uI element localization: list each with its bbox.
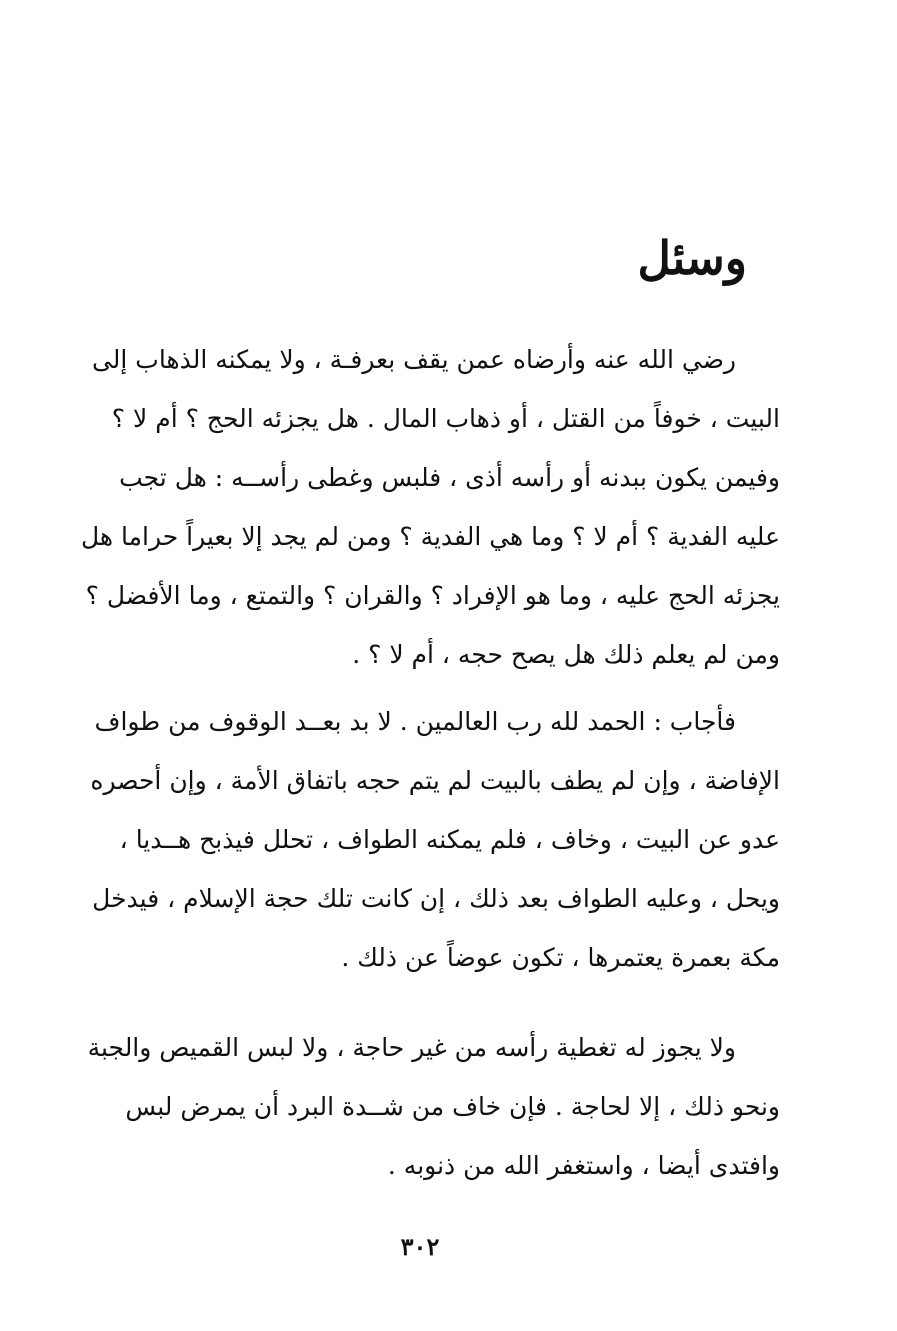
text-line: ولا يجوز له تغطية رأسه من غير حاجة ، ولا لبس القميص والجبة [87,1033,736,1062]
text-line: ونحو ذلك ، إلا لحاجة . فإن خاف من شــدة البرد أن يمرض لبس [125,1092,780,1121]
page-number-text: ٣٠٢ [400,1232,440,1261]
text-line: فأجاب : الحمد لله رب العالمين . لا بد بعــد الوقوف من طواف [94,707,736,736]
text-line: وفيمن يكون ببدنه أو رأسه أذى ، فلبس وغطى رأســه : هل تجب [119,463,780,492]
answer-paragraph [62,692,780,987]
text-line: الإفاضة ، وإن لم يطف بالبيت لم يتم حجه باتفاق الأمة ، وإن أحصره [90,766,780,795]
page-number [0,1232,840,1261]
question-paragraph [62,330,780,684]
text-line: يجزئه الحج عليه ، وما هو الإفراد ؟ والقران ؟ والتمتع ، وما الأفضل ؟ [85,581,780,610]
text-line: عدو عن البيت ، وخاف ، فلم يمكنه الطواف ، تحلل فيذبح هــديا ، [119,825,780,854]
text-line: ومن لم يعلم ذلك هل يصح حجه ، أم لا ؟ . [352,640,780,669]
text-line: البيت ، خوفاً من القتل ، أو ذهاب المال . هل يجزئه الحج ؟ أم لا ؟ [111,404,780,433]
text-line: وافتدى أيضا ، واستغفر الله من ذنوبه . [387,1151,780,1180]
text-line: ويحل ، وعليه الطواف بعد ذلك ، إن كانت تلك حجة الإسلام ، فيدخل [92,884,780,913]
section-heading: وسئل [637,231,747,285]
text-line: مكة بعمرة يعتمرها ، تكون عوضاً عن ذلك . [341,943,780,972]
ruling-paragraph [62,1018,780,1195]
text-line: عليه الفدية ؟ أم لا ؟ وما هي الفدية ؟ ومن لم يجد إلا بعيراً حراما هل [80,522,780,551]
text-line: رضي الله عنه وأرضاه عمن يقف بعرفـة ، ولا يمكنه الذهاب إلى [91,345,736,374]
